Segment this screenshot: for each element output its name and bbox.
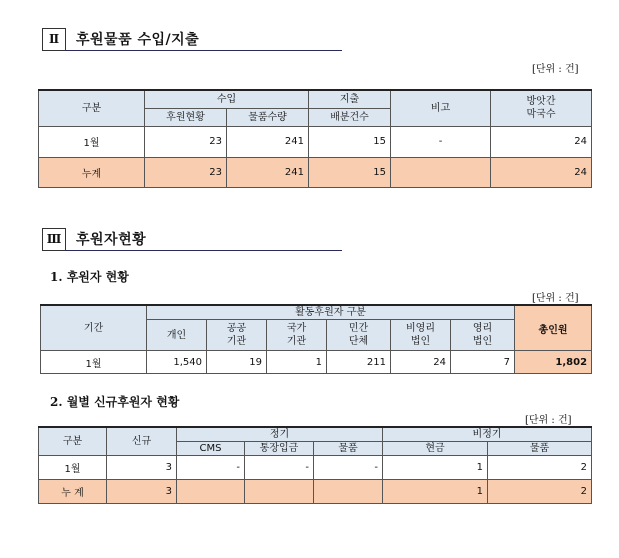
cell-value: 1 [383, 480, 488, 504]
sub1-unit: [단위 : 건] [532, 293, 579, 304]
cell-value: - [314, 456, 383, 480]
section2-unit: [단위 : 건] [532, 64, 579, 75]
table-row [39, 126, 592, 157]
section2-title: 후원물품 수입/지출 [76, 32, 200, 48]
cell-value: 211 [327, 351, 391, 374]
header-public-org-l1: 공공 [226, 323, 247, 334]
header-forprofit-l2: 법인 [472, 336, 493, 347]
header-expense-sub: 배분건수 [309, 108, 391, 126]
cell-value: 24 [491, 157, 592, 187]
header-cash: 현금 [383, 442, 488, 456]
header-state-org [267, 320, 327, 351]
header-expense: 지출 [309, 90, 391, 108]
cell-value: 1 [267, 351, 327, 374]
header-note: 비고 [391, 90, 491, 126]
header-new: 신규 [107, 427, 177, 456]
total-row [39, 480, 592, 504]
header-goods: 물품 [314, 442, 383, 456]
header-transfer: 통장입금 [245, 442, 314, 456]
cell-value: 241 [227, 157, 309, 187]
section3-number: Ⅲ [42, 228, 66, 251]
section3-title: 후원자현황 [76, 232, 147, 248]
cell-value: 241 [227, 126, 309, 157]
header-individual: 개인 [147, 320, 207, 351]
sub2-unit: [단위 : 건] [525, 415, 572, 426]
header-period: 기간 [41, 305, 147, 351]
cell-note [391, 157, 491, 187]
cell-value: 1 [383, 456, 488, 480]
cell-value [177, 480, 245, 504]
total-row [39, 157, 592, 187]
table-row [41, 351, 592, 374]
header-category: 구분 [39, 427, 107, 456]
header-donor-group: 활동후원자 구분 [147, 305, 515, 320]
header-category: 구분 [39, 90, 145, 126]
header-extra [491, 90, 592, 126]
header-irregular: 비정기 [383, 427, 592, 442]
header-private-group-l1: 민간 [348, 323, 369, 334]
header-extra-line2: 막국수 [526, 109, 556, 121]
cell-value: 2 [488, 456, 592, 480]
cell-value: 15 [309, 126, 391, 157]
cell-value: 3 [107, 480, 177, 504]
header-income: 수입 [145, 90, 309, 108]
header-income-sub2: 물품수량 [227, 108, 309, 126]
row-label: 1월 [41, 351, 147, 374]
donation-goods-table [38, 89, 592, 188]
cell-value: - [245, 456, 314, 480]
cell-value: 1,540 [147, 351, 207, 374]
sub2-title: 2. 월별 신규후원자 현황 [50, 395, 180, 409]
header-extra-line1: 방앗간 [526, 96, 556, 108]
row-label: 누 계 [39, 480, 107, 504]
donor-status-table [40, 304, 592, 374]
row-label: 1월 [39, 456, 107, 480]
cell-value: 3 [107, 456, 177, 480]
header-cms: CMS [177, 442, 245, 456]
cell-note: - [391, 126, 491, 157]
header-forprofit [451, 320, 515, 351]
header-income-sub1: 후원현황 [145, 108, 227, 126]
cell-value: 24 [391, 351, 451, 374]
cell-value [314, 480, 383, 504]
section2-heading [42, 28, 342, 51]
table-row [39, 456, 592, 480]
cell-value: 7 [451, 351, 515, 374]
cell-value: 23 [145, 157, 227, 187]
cell-value: 15 [309, 157, 391, 187]
header-regular: 정기 [177, 427, 383, 442]
header-nonprofit [391, 320, 451, 351]
header-nonprofit-l1: 비영리 [406, 323, 435, 334]
cell-value: - [177, 456, 245, 480]
cell-total: 1,802 [515, 351, 592, 374]
cell-value: 19 [207, 351, 267, 374]
cell-value: 23 [145, 126, 227, 157]
header-total: 총인원 [515, 305, 592, 351]
cell-value: 2 [488, 480, 592, 504]
header-private-group-l2: 단체 [348, 336, 369, 347]
header-goods2: 물품 [488, 442, 592, 456]
header-public-org [207, 320, 267, 351]
section2-number: Ⅱ [42, 28, 66, 51]
header-public-org-l2: 기관 [226, 336, 247, 347]
cell-value: 24 [491, 126, 592, 157]
header-state-org-l2: 기관 [286, 336, 307, 347]
header-state-org-l1: 국가 [286, 323, 307, 334]
header-private-group [327, 320, 391, 351]
cell-value [245, 480, 314, 504]
section3-heading [42, 228, 342, 251]
header-forprofit-l1: 영리 [472, 323, 493, 334]
new-donor-table [38, 426, 592, 504]
sub1-title: 1. 후원자 현황 [50, 270, 129, 284]
row-label: 1월 [39, 126, 145, 157]
row-label: 누계 [39, 157, 145, 187]
header-nonprofit-l2: 법인 [410, 336, 431, 347]
